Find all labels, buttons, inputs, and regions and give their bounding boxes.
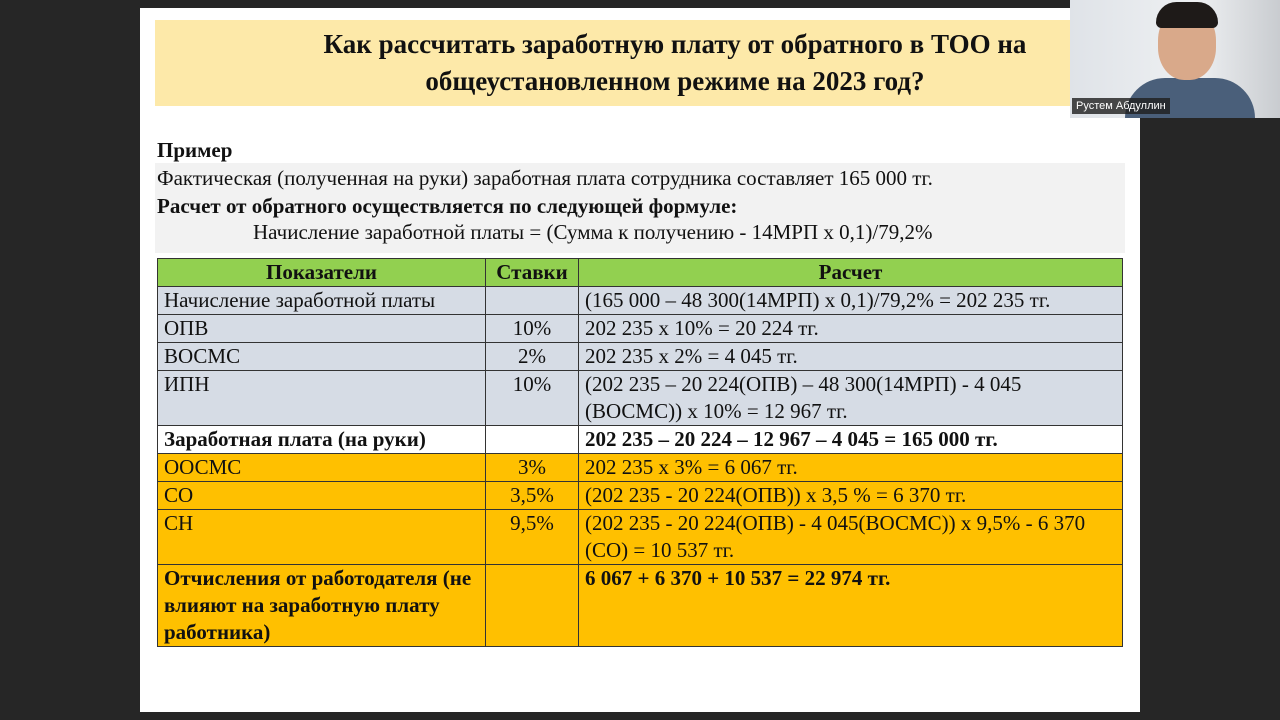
calculation-cell: (202 235 - 20 224(ОПВ) - 4 045(ВОСМС)) х 9,5% - 6 370 (СО) = 10 537 тг. [579,510,1123,565]
rate-cell: 10% [486,315,579,343]
participant-name: Рустем Абдуллин [1072,98,1170,114]
calculation-cell: (165 000 – 48 300(14МРП) х 0,1)/79,2% = 202 235 тг. [579,287,1123,315]
rate-cell: 3,5% [486,482,579,510]
indicator-cell: СН [158,510,486,565]
table-row [158,510,1123,565]
slide-title [155,20,1125,106]
rate-cell: 10% [486,371,579,426]
header-indicators: Показатели [158,259,486,287]
calculation-cell: 6 067 + 6 370 + 10 537 = 22 974 тг. [579,565,1123,647]
rate-cell [486,287,579,315]
participant-hair [1156,2,1218,28]
fact-text: Фактическая (полученная на руки) заработная плата сотрудника составляет 165 000 тг. [157,166,933,190]
rate-cell: 2% [486,343,579,371]
title-line-2: общеустановленном режиме на 2023 год? [425,66,925,96]
indicator-cell: Начисление заработной платы [158,287,486,315]
presentation-slide [140,8,1140,712]
indicator-cell: Заработная плата (на руки) [158,426,486,454]
salary-table [157,258,1123,647]
formula: Начисление заработной платы = (Сумма к получению - 14МРП х 0,1)/79,2% [253,220,933,244]
rate-cell: 9,5% [486,510,579,565]
table-row [158,454,1123,482]
indicator-cell: СО [158,482,486,510]
table-row [158,315,1123,343]
indicator-cell: ВОСМС [158,343,486,371]
calculation-cell: 202 235 х 3% = 6 067 тг. [579,454,1123,482]
table-row [158,343,1123,371]
calculation-cell: 202 235 х 10% = 20 224 тг. [579,315,1123,343]
indicator-cell: Отчисления от работодателя (не влияют на заработную плату работника) [158,565,486,647]
table-row [158,482,1123,510]
rate-cell [486,565,579,647]
header-calculation: Расчет [579,259,1123,287]
webcam-video [1070,0,1280,118]
header-rates: Ставки [486,259,579,287]
example-label: Пример [157,138,233,162]
rate-cell: 3% [486,454,579,482]
indicator-cell: ООСМС [158,454,486,482]
formula-heading: Расчет от обратного осуществляется по следующей формуле: [157,194,738,218]
table-row [158,371,1123,426]
table-row [158,287,1123,315]
calculation-cell: (202 235 – 20 224(ОПВ) – 48 300(14МРП) - 4 045 (ВОСМС)) х 10% = 12 967 тг. [579,371,1123,426]
calculation-cell: 202 235 – 20 224 – 12 967 – 4 045 = 165 000 тг. [579,426,1123,454]
rate-cell [486,426,579,454]
calculation-cell: 202 235 х 2% = 4 045 тг. [579,343,1123,371]
table-row [158,565,1123,647]
indicator-cell: ИПН [158,371,486,426]
indicator-cell: ОПВ [158,315,486,343]
calculation-cell: (202 235 - 20 224(ОПВ)) х 3,5 % = 6 370 тг. [579,482,1123,510]
title-line-1: Как рассчитать заработную плату от обратного в ТОО на [323,29,1027,59]
table-row [158,426,1123,454]
